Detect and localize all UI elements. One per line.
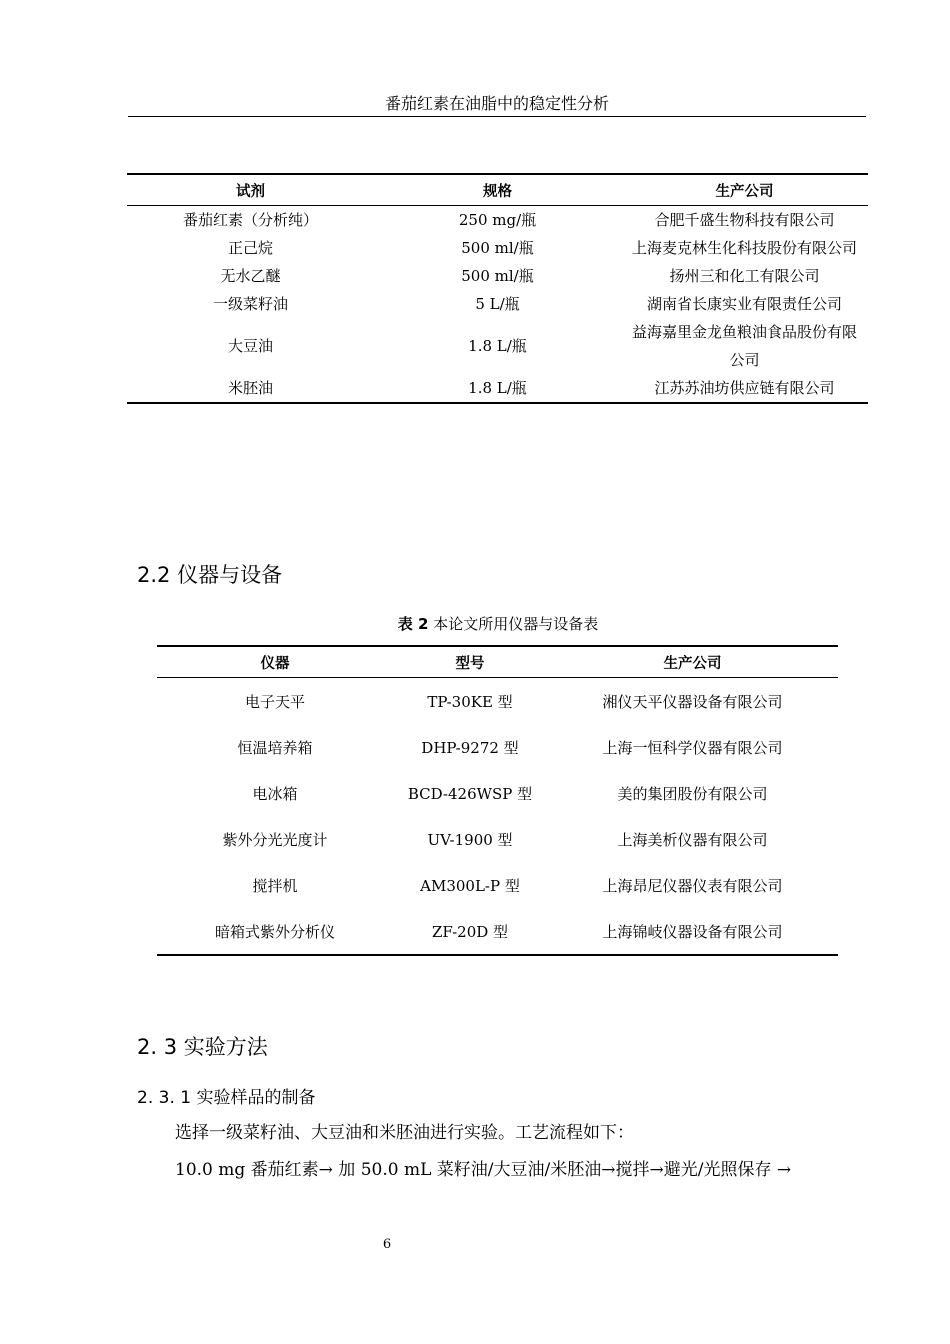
table-row: [157, 908, 838, 955]
table-cell: 500 ml/瓶: [461, 239, 534, 257]
table-row: [157, 678, 838, 725]
table-cell: 美的集团股份有限公司: [617, 784, 768, 803]
table-header-row: [127, 174, 868, 206]
table-cell: 恒温培养箱: [237, 738, 313, 757]
table-cell: TP-30KE 型: [427, 692, 513, 711]
table-cell: 250 mg/瓶: [458, 211, 537, 229]
table-cell: 紫外分光光度计: [222, 830, 328, 849]
table-cell: 上海锦岐仪器设备有限公司: [602, 922, 783, 941]
table-cell: 无水乙醚: [220, 267, 281, 285]
table-cell: BCD-426WSP 型: [407, 784, 533, 803]
table-row: [127, 262, 868, 290]
table-cell: [621, 318, 868, 374]
cell-text: 上海麦克林生化科技股份有限公司: [631, 239, 857, 257]
column-header: 规格: [483, 183, 512, 200]
table-cell: 电子天平: [244, 692, 305, 711]
caption-label: 表 2: [397, 615, 429, 633]
column-header: 生产公司: [715, 183, 774, 200]
table-row: [127, 290, 868, 318]
table-row: [127, 374, 868, 403]
table-cell: AM300L-P 型: [420, 876, 520, 895]
table-cell: 5 L/瓶: [475, 295, 520, 313]
table-cell: 搅拌机: [252, 876, 298, 895]
table-cell: [621, 206, 868, 235]
table-cell: 一级菜籽油: [212, 295, 288, 313]
column-header: 仪器: [260, 655, 290, 672]
table-cell: 电冰箱: [252, 784, 298, 803]
table-row: [157, 816, 838, 862]
reagents-table: [127, 173, 868, 404]
table-cell: [621, 374, 868, 403]
table-cell: [621, 290, 868, 318]
table-cell: 1.8 L/瓶: [468, 337, 527, 355]
table-cell: 上海美析仪器有限公司: [617, 830, 768, 849]
table-row: [157, 770, 838, 816]
table-cell: 番茄红素（分析纯）: [182, 211, 318, 229]
section-heading: 2.2 仪器与设备: [137, 563, 283, 587]
table-cell: 上海一恒科学仪器有限公司: [602, 738, 783, 757]
cell-text: 江苏苏油坊供应链有限公司: [654, 379, 835, 397]
table-cell: 湘仪天平仪器设备有限公司: [602, 692, 783, 711]
table-cell: [621, 234, 868, 262]
table-row: [127, 234, 868, 262]
table-cell: 1.8 L/瓶: [468, 379, 527, 397]
cell-text: 湖南省长康实业有限责任公司: [646, 295, 842, 313]
page-header: 番茄红素在油脂中的稳定性分析: [128, 94, 866, 117]
section-heading: 2. 3 实验方法: [137, 1035, 268, 1059]
table-cell: [621, 262, 868, 290]
body-paragraph: 选择一级菜籽油、大豆油和米胚油进行实验。工艺流程如下：: [175, 1123, 634, 1143]
table-cell: 暗箱式紫外分析仪: [214, 922, 335, 941]
cell-text: 益海嘉里金龙鱼粮油食品股份有限公司: [631, 323, 857, 369]
column-header: 型号: [455, 655, 485, 672]
page-number: 6: [382, 1237, 392, 1252]
table-header-row: [157, 646, 838, 678]
caption-text: 本论文所用仪器与设备表: [433, 615, 599, 633]
table-cell: DHP-9272 型: [421, 738, 519, 757]
table-cell: 正己烷: [227, 239, 273, 257]
table-cell: 米胚油: [227, 379, 273, 397]
table-row: [127, 206, 868, 235]
cell-text: 合肥千盛生物科技有限公司: [654, 211, 835, 229]
cell-text: 扬州三和化工有限公司: [669, 267, 820, 285]
subsection-heading: 2. 3. 1 实验样品的制备: [137, 1088, 316, 1108]
table-row: [127, 318, 868, 374]
table-cell: UV-1900 型: [427, 830, 513, 849]
table-caption: [0, 613, 950, 634]
table-row: [157, 862, 838, 908]
column-header: 生产公司: [663, 655, 722, 672]
process-flow-line: 10.0 mg 番茄红素→ 加 50.0 mL 菜籽油/大豆油/米胚油→搅拌→避光/光照保存 →: [175, 1160, 792, 1180]
table-cell: 大豆油: [227, 337, 273, 355]
instruments-table: [157, 645, 838, 956]
column-header: 试剂: [236, 183, 265, 200]
table-cell: 500 ml/瓶: [461, 267, 534, 285]
table-cell: ZF-20D 型: [431, 922, 509, 941]
table-cell: 上海昂尼仪器仪表有限公司: [602, 876, 783, 895]
table-row: [157, 724, 838, 770]
